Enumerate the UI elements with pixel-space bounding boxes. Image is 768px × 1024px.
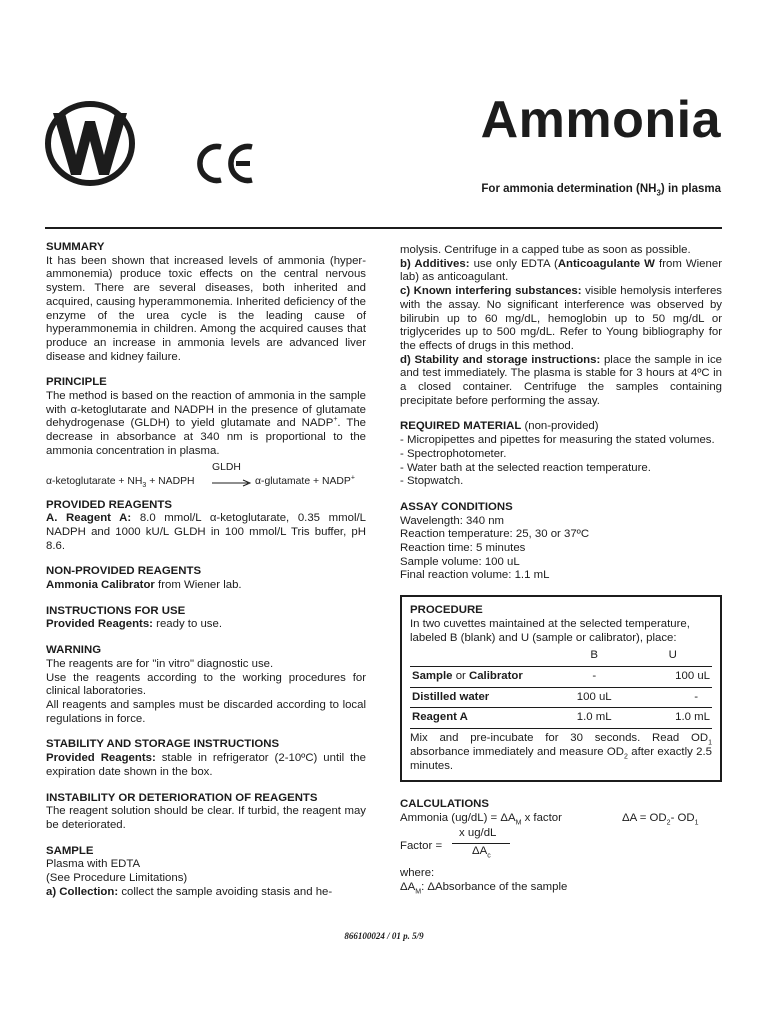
summary-heading: SUMMARY — [46, 241, 105, 253]
warning-line: All reagents and samples must be discarded according to local regulations in force. — [46, 698, 366, 725]
sample-continued-text: molysis. Centrifuge in a capped tube as soon as possible. — [400, 244, 691, 256]
cell-unknown: - — [633, 687, 712, 708]
principle-heading: PRINCIPLE — [46, 376, 107, 389]
page-title: Ammonia — [480, 91, 721, 149]
material-item: - Water bath at the selected reaction temperature. — [400, 461, 651, 474]
reaction-reactants: α-ketoglutarate + $NH_3$ + NADPH — [46, 475, 195, 489]
sample-heading: SAMPLE — [46, 844, 94, 857]
stability-section — [46, 738, 366, 779]
instability-heading: INSTABILITY OR DETERIORATION OF REAGENTS — [46, 791, 318, 804]
calculations-heading: CALCULATIONS — [400, 798, 490, 811]
ammonia-formula: Ammonia $(ug/dL) = \Delta A_M$ x factor — [400, 811, 562, 827]
calculations-section — [400, 798, 722, 894]
cell-unknown: 1.0 mL — [633, 708, 712, 729]
assay-conditions-heading: ASSAY CONDITIONS — [400, 500, 513, 513]
cell-blank: 100 uL — [555, 687, 634, 708]
fraction-bar — [452, 843, 510, 844]
instructions-heading: INSTRUCTIONS FOR USE — [46, 604, 186, 617]
procedure-table — [410, 648, 712, 729]
summary-section — [46, 241, 366, 364]
table-header-row — [410, 648, 712, 666]
assay-conditions-section — [400, 501, 722, 583]
cell-unknown: 100 uL — [633, 666, 712, 687]
assay-line: Reaction time: 5 minutes — [400, 542, 526, 555]
delta-a-formula: $\Delta A = OD_2-$ $OD_1$ — [622, 811, 699, 827]
reaction-arrow-icon — [212, 479, 252, 487]
provided-reagents-section — [46, 499, 366, 554]
assay-line: Final reaction volume: 1.1 mL — [400, 569, 550, 582]
summary-text: It has been shown that increased levels of ammonia (hyper-ammonemia) produce toxic effects on the central nervous system. There are several diseases, both inherited and acquired, causing hyperammonemia. Inherited deficiency of the enzyme of the urea cycle is the leading cause of hyperammonemia in children. Among the acquired causes that produce an increase in ammonia levels are advanced liver disease and kidney failure. — [46, 254, 366, 363]
nonprovided-reagents-section — [46, 565, 366, 592]
row-label: Sample or Calibrator — [410, 666, 555, 687]
procedure-intro: In two cuvettes maintained at the selected temperature, labeled B (blank) and U (sample or calibrator), place: — [410, 617, 690, 644]
interfering-text: c) Known interfering substances: visible hemolysis interferes with the assay. No significant interference was observed by bilirubin up to 60 mg/dL, hemoglobin up to 50 mg/dL or triglycerides up to 500 mg/dL. Refer to Young bibliography for the effects of drugs in this method. — [400, 285, 722, 352]
reaction-equation — [46, 461, 366, 491]
assay-line: Wavelength: 340 nm — [400, 514, 505, 527]
warning-section — [46, 644, 366, 726]
cell-blank: - — [555, 666, 634, 687]
warning-line: Use the reagents according to the working procedures for clinical laboratories. — [46, 671, 366, 698]
material-item: - Stopwatch. — [400, 475, 464, 488]
table-row — [410, 708, 712, 729]
column-header-unknown: U — [668, 649, 677, 662]
stability-heading: STABILITY AND STORAGE INSTRUCTIONS — [46, 738, 280, 751]
column-header-blank: B — [590, 649, 599, 662]
procedure-heading: PROCEDURE — [410, 604, 483, 617]
page-subtitle: For ammonia determination $(NH_3)$ in plasma — [481, 183, 721, 198]
warning-line: The reagents are for "in vitro" diagnostic use. — [46, 657, 274, 670]
procedure-note: Mix and pre-incubate for 30 seconds. Read $OD_1$ absorbance immediately and measure $OD_2$ after exactly 2.5 minutes. — [410, 732, 712, 772]
reaction-products: α-glutamate + NADP+ — [255, 474, 355, 487]
sample-section — [46, 845, 366, 900]
reaction-enzyme: GLDH — [212, 461, 241, 473]
procedure-box — [400, 595, 722, 782]
ce-mark-icon — [197, 143, 255, 184]
nonprovided-reagents-text: Ammonia Calibrator from Wiener lab. — [46, 579, 242, 592]
warning-heading: WARNING — [46, 644, 102, 657]
instructions-section — [46, 605, 366, 632]
stability-text: Provided Reagents: stable in refrigerator (2-10ºC) until the expiration date shown in the box. — [46, 752, 366, 778]
assay-line: Reaction temperature: 25, 30 or 37ºC — [400, 528, 590, 541]
row-label: Reagent A — [410, 708, 555, 729]
right-column — [400, 244, 722, 894]
where-label: where: — [400, 866, 435, 879]
provided-reagents-text: A. Reagent A: 8.0 mmol/L α-ketoglutarate, 0.35 mmol/L NADPH and 1000 kU/L GLDH in 100 mmol/L Tris buffer, pH 8.6. — [46, 512, 366, 552]
assay-line: Sample volume: 100 uL — [400, 555, 520, 568]
factor-numerator: x ug/dL — [459, 826, 497, 839]
cell-blank: 1.0 mL — [555, 708, 634, 729]
factor-formula — [400, 827, 722, 867]
left-column — [46, 241, 366, 911]
sample-line: (See Procedure Limitations) — [46, 872, 188, 885]
provided-reagents-heading: PROVIDED REAGENTS — [46, 498, 172, 511]
principle-text: The method is based on the reaction of ammonia in the sample with α-ketoglutarate and NADPH in the presence of glutamate dehydrogenase (GLDH) to yield glutamate and NADP+. The decrease in absorbance at 340 nm is proportional to the ammonia concentration in plasma. — [46, 390, 366, 457]
additives-text: b) Additives: use only EDTA (Anticoagulante W from Wiener lab) as anticoagulant. — [400, 257, 722, 284]
instability-text: The reagent solution should be clear. If turbid, the reagent may be deteriorated. — [46, 805, 366, 831]
header-divider — [45, 227, 722, 229]
page-footer: 866100024 / 01 p. 5/9 — [344, 931, 424, 941]
sample-stability-text: d) Stability and storage instructions: place the sample in ice and test immediately. The plasma is stable for 3 hours at 4ºC in a closed container. Centrifuge the samples containing precipitate before performing the assay. — [400, 353, 722, 407]
sample-continued — [400, 244, 722, 408]
calculation-formula-line — [400, 812, 722, 827]
factor-label: Factor = — [400, 839, 443, 852]
table-row — [410, 666, 712, 687]
principle-section — [46, 376, 366, 490]
wiener-lab-logo — [45, 101, 135, 186]
nonprovided-reagents-heading: NON-PROVIDED REAGENTS — [46, 565, 202, 578]
factor-denominator: $\Delta A_c$ — [472, 844, 491, 860]
table-row — [410, 687, 712, 708]
material-item: - Micropipettes and pipettes for measuring the stated volumes. — [400, 434, 715, 447]
required-material-heading: REQUIRED MATERIAL (non-provided) — [400, 420, 599, 433]
definition-line: $\Delta A_M$: ΔAbsorbance of the sample — [400, 880, 568, 895]
material-item: - Spectrophotometer. — [400, 447, 507, 460]
sample-line: Plasma with EDTA — [46, 858, 141, 871]
row-label: Distilled water — [410, 687, 555, 708]
required-material-section — [400, 420, 722, 489]
instability-section — [46, 792, 366, 833]
sample-collection-text: a) Collection: collect the sample avoiding stasis and he- — [46, 885, 333, 898]
instructions-text: Provided Reagents: ready to use. — [46, 618, 223, 631]
